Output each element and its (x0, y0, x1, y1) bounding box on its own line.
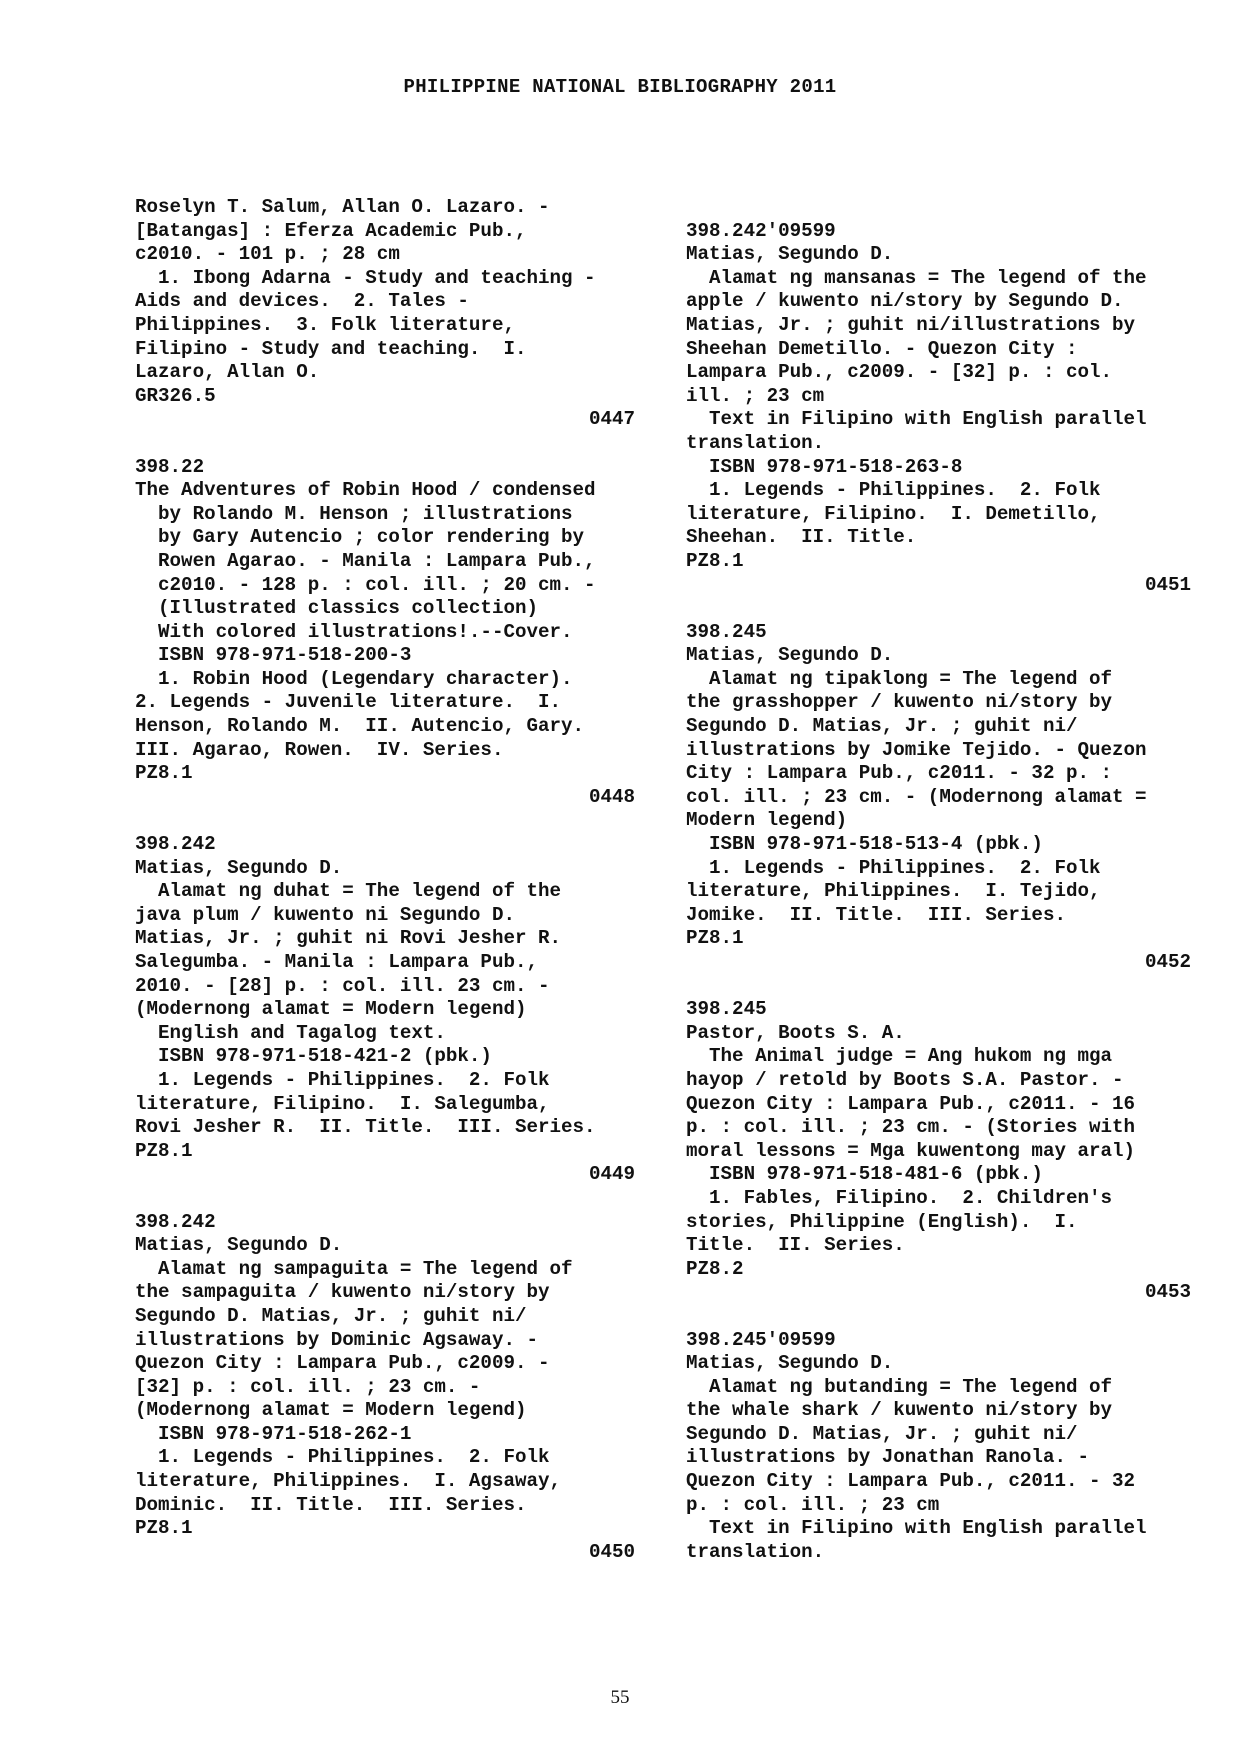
entry-line: Lampara Pub., c2009. - [32] p. : col. (686, 361, 1113, 384)
entry-number: 0449 (588, 1163, 635, 1186)
entry-line: 1. Fables, Filipino. 2. Children's (686, 1186, 1113, 1209)
entry-line: Pastor, Boots S. A. (686, 1021, 905, 1044)
blank-line (686, 1305, 1191, 1329)
entry-number: 0447 (588, 408, 635, 431)
entry-line: the sampaguita / kuwento ni/story by (135, 1281, 550, 1304)
entry-line: 1. Ibong Adarna - Study and teaching - (135, 266, 596, 289)
entry-line: [Batangas] : Eferza Academic Pub., (135, 219, 527, 242)
entry-line: 1. Legends - Philippines. 2. Folk (135, 1446, 550, 1469)
left-column (135, 196, 635, 1564)
entry-line: hayop / retold by Boots S.A. Pastor. - (686, 1068, 1124, 1091)
entry-line: Rovi Jesher R. II. Title. III. Series. (135, 1116, 596, 1139)
entry-line: Roselyn T. Salum, Allan O. Lazaro. - (135, 196, 550, 218)
entry-line: Modern legend) (686, 809, 848, 832)
entry-line: literature, Philippines. I. Agsaway, (135, 1470, 562, 1493)
blank-line (686, 597, 1191, 621)
entry-number: 0448 (588, 785, 635, 808)
entry-line: Alamat ng duhat = The legend of the (135, 880, 562, 903)
page-number: 55 (610, 1687, 630, 1708)
entry-line: Matias, Segundo D. (135, 1234, 343, 1257)
entry-line: moral lessons = Mga kuwentong may aral) (686, 1139, 1136, 1162)
page-header: PHILIPPINE NATIONAL BIBLIOGRAPHY 2011 (403, 76, 837, 98)
entry-line: The Adventures of Robin Hood / condensed (135, 479, 596, 502)
entry-line: apple / kuwento ni/story by Segundo D. (686, 290, 1124, 313)
entry-line: illustrations by Jonathan Ranola. - (686, 1446, 1090, 1469)
entry-line: translation. (686, 1540, 825, 1563)
entry-line: 398.245 (686, 998, 767, 1021)
blank-line (686, 975, 1191, 999)
entry-line: 398.245'09599 (686, 1328, 836, 1351)
entry-number: 0452 (1144, 951, 1191, 973)
entry-line: by Rolando M. Henson ; illustrations (135, 502, 573, 525)
entry-line: ISBN 978-971-518-263-8 (686, 455, 963, 478)
entry-line: Matias, Jr. ; guhit ni Rovi Jesher R. (135, 927, 562, 950)
entry-line: col. ill. ; 23 cm. - (Modernong alamat = (686, 785, 1147, 808)
entry-line: GR326.5 (135, 384, 216, 407)
entry-line: 398.22 (135, 455, 205, 478)
entry-line: The Animal judge = Ang hukom ng mga (686, 1045, 1113, 1068)
entry-line: literature, Filipino. I. Salegumba, (135, 1092, 550, 1115)
entry-line: Matias, Segundo D. (686, 1352, 894, 1375)
entry-line: [32] p. : col. ill. ; 23 cm. - (135, 1375, 481, 1398)
entry-line: literature, Philippines. I. Tejido, (686, 880, 1101, 903)
entry-number: 0453 (1144, 1281, 1191, 1304)
entry-line: City : Lampara Pub., c2011. - 32 p. : (686, 762, 1113, 785)
entry-line: Quezon City : Lampara Pub., c2011. - 32 (686, 1470, 1136, 1493)
entry-line: ISBN 978-971-518-262-1 (135, 1422, 412, 1445)
entry-line: Henson, Rolando M. II. Autencio, Gary. (135, 715, 585, 738)
entry-line: Matias, Segundo D. (135, 856, 343, 879)
entry-line: Filipino - Study and teaching. I. (135, 337, 527, 360)
entry-line: ill. ; 23 cm (686, 384, 825, 407)
entry-line: With colored illustrations!.--Cover. (135, 620, 573, 643)
entry-line: Quezon City : Lampara Pub., c2009. - (135, 1352, 550, 1375)
entry-line: Jomike. II. Title. III. Series. (686, 903, 1066, 926)
entry-line: by Gary Autencio ; color rendering by (135, 526, 585, 549)
blank-line (135, 432, 635, 456)
entry-line: 398.242 (135, 833, 216, 856)
blank-line (135, 809, 635, 833)
entry-line: III. Agarao, Rowen. IV. Series. (135, 738, 504, 761)
entry-line: (Modernong alamat = Modern legend) (135, 1399, 527, 1422)
blank-line (135, 1187, 635, 1211)
entry-line: Matias, Jr. ; guhit ni/illustrations by (686, 313, 1136, 336)
entry-line: c2010. - 101 p. ; 28 cm (135, 243, 400, 266)
entry-line: Salegumba. - Manila : Lampara Pub., (135, 951, 539, 973)
entry-line: Alamat ng tipaklong = The legend of (686, 667, 1113, 690)
entry-line: c2010. - 128 p. : col. ill. ; 20 cm. - (135, 573, 596, 596)
entry-line: PZ8.1 (135, 1139, 193, 1162)
entry-line: the grasshopper / kuwento ni/story by (686, 691, 1113, 714)
entry-line: p. : col. ill. ; 23 cm. - (Stories with (686, 1116, 1136, 1139)
entry-line: illustrations by Jomike Tejido. - Quezon (686, 738, 1147, 761)
entry-line: Segundo D. Matias, Jr. ; guhit ni/ (686, 1422, 1078, 1445)
entry-line: ISBN 978-971-518-481-6 (pbk.) (686, 1163, 1043, 1186)
entry-line: Text in Filipino with English parallel (686, 1517, 1147, 1540)
entry-line: PZ8.1 (686, 549, 744, 572)
entry-line: Sheehan Demetillo. - Quezon City : (686, 337, 1078, 360)
entry-line: Lazaro, Allan O. (135, 361, 320, 384)
entry-line: 2. Legends - Juvenile literature. I. (135, 691, 562, 714)
entry-line: Matias, Segundo D. (686, 243, 894, 266)
entry-line: java plum / kuwento ni Segundo D. (135, 903, 515, 926)
entry-line: 398.245 (686, 620, 767, 643)
entry-line: translation. (686, 431, 825, 454)
entry-line: Alamat ng butanding = The legend of (686, 1375, 1113, 1398)
entry-line: ISBN 978-971-518-200-3 (135, 644, 412, 667)
entry-line: the whale shark / kuwento ni/story by (686, 1399, 1113, 1422)
entry-line: 398.242'09599 (686, 219, 836, 242)
entry-line: Quezon City : Lampara Pub., c2011. - 16 (686, 1092, 1136, 1115)
entry-line: p. : col. ill. ; 23 cm (686, 1493, 940, 1516)
entry-line: 2010. - [28] p. : col. ill. 23 cm. - (135, 974, 550, 997)
blank-line (686, 196, 1191, 220)
entry-line: ISBN 978-971-518-421-2 (pbk.) (135, 1045, 492, 1068)
entry-line: Philippines. 3. Folk literature, (135, 313, 515, 336)
entry-line: Alamat ng mansanas = The legend of the (686, 266, 1147, 289)
entry-line: Aids and devices. 2. Tales - (135, 290, 469, 313)
entry-line: PZ8.2 (686, 1257, 744, 1280)
entry-line: Segundo D. Matias, Jr. ; guhit ni/ (686, 715, 1078, 738)
entry-line: Rowen Agarao. - Manila : Lampara Pub., (135, 549, 596, 572)
entry-line: 1. Robin Hood (Legendary character). (135, 667, 573, 690)
entry-line: Sheehan. II. Title. (686, 526, 917, 549)
entry-line: Dominic. II. Title. III. Series. (135, 1493, 527, 1516)
entry-line: Title. II. Series. (686, 1234, 905, 1257)
entry-line: 398.242 (135, 1210, 216, 1233)
entry-line: PZ8.1 (135, 1517, 193, 1540)
entry-line: Segundo D. Matias, Jr. ; guhit ni/ (135, 1304, 527, 1327)
entry-number: 0450 (588, 1540, 635, 1563)
entry-line: Text in Filipino with English parallel (686, 408, 1147, 431)
right-column (686, 196, 1191, 1564)
entry-line: Alamat ng sampaguita = The legend of (135, 1257, 573, 1280)
entry-line: PZ8.1 (686, 927, 744, 950)
entry-line: (Illustrated classics collection) (135, 597, 539, 620)
entry-line: PZ8.1 (135, 762, 193, 785)
entry-line: 1. Legends - Philippines. 2. Folk (135, 1068, 550, 1091)
entry-line: stories, Philippine (English). I. (686, 1210, 1078, 1233)
entry-line: 1. Legends - Philippines. 2. Folk (686, 479, 1101, 502)
entry-line: illustrations by Dominic Agsaway. - (135, 1328, 539, 1351)
entry-line: English and Tagalog text. (135, 1021, 446, 1044)
entry-line: Matias, Segundo D. (686, 644, 894, 667)
entry-number: 0451 (1144, 573, 1191, 596)
entry-line: literature, Filipino. I. Demetillo, (686, 502, 1101, 525)
entry-line: ISBN 978-971-518-513-4 (pbk.) (686, 833, 1043, 856)
entry-line: (Modernong alamat = Modern legend) (135, 998, 527, 1021)
entry-line: 1. Legends - Philippines. 2. Folk (686, 856, 1101, 879)
